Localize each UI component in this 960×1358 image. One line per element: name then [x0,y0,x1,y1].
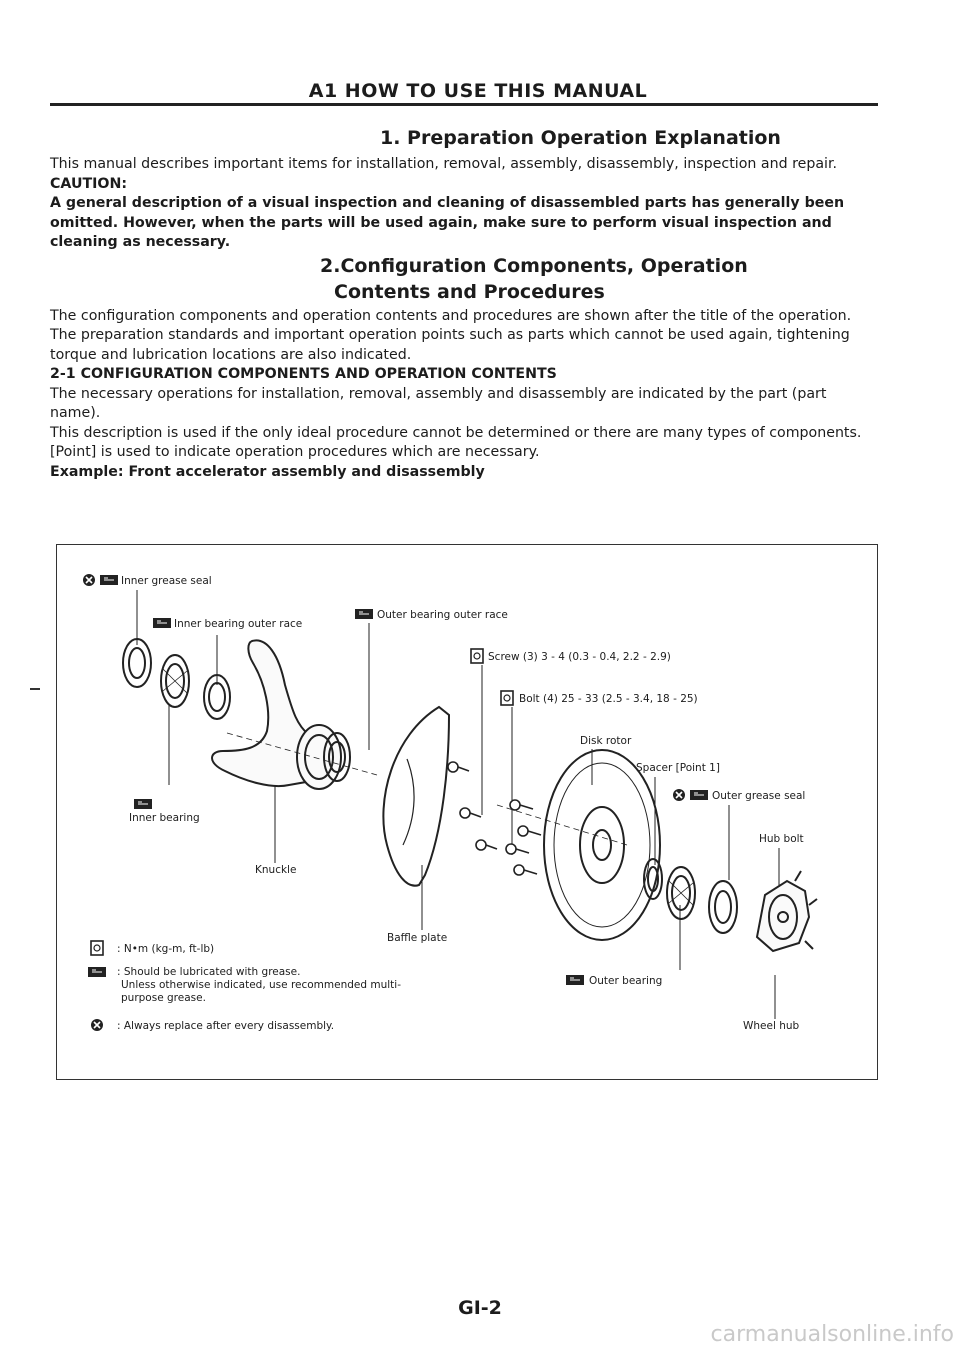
watermark-text: carmanualsonline.info [710,1322,954,1347]
label-baffle-plate: Baffle plate [387,932,448,944]
label-wheel-hub: Wheel hub [743,1020,800,1032]
grease-icon [134,799,152,809]
grease-icon [153,618,171,628]
label-outer-bearing: Outer bearing [589,975,663,987]
subsection-paragraph-3: [Point] is used to indicate operation procedures which are necessary. [50,444,540,460]
inner-grease-seal-part [123,639,151,687]
wheel-hub-part [757,871,817,951]
subsection-paragraph-1: The necessary operations for installation, removal, assembly and disassembly are indicated by the part (part name). [50,385,827,421]
caution-text: A general description of a visual inspection and cleaning of disassembled parts has generally been omitted. However, when the parts will be used again, make sure to perform visual inspection and cleaning as necessary. [50,195,845,250]
inner-bearing-part [161,655,189,707]
replace-icon [673,789,685,801]
margin-mark [30,688,40,690]
baffle-plate-part [383,707,449,886]
section1-body: This manual describes important items for installation, removal, assembly, disassembly, inspection and repair. [50,156,838,172]
exploded-view-figure [56,544,878,1080]
page-number: GI-2 [458,1297,502,1319]
section1-title: 1. Preparation Operation Explanation [380,127,781,149]
label-outer-bearing-outer-race: Outer bearing outer race [377,609,508,621]
grease-legend-icon [88,967,106,977]
page-header-title: A1 HOW TO USE THIS MANUAL [308,80,648,102]
header-rule [50,103,878,106]
label-inner-bearing-outer-race: Inner bearing outer race [174,618,303,630]
leader-lines [137,590,779,1019]
subsection-paragraph-2: This description is used if the only ideal procedure cannot be determined or there are many types of components. [50,424,862,441]
label-inner-grease-seal: Inner grease seal [121,575,212,587]
replace-legend-icon [91,1019,103,1031]
torque-legend-icon [91,941,103,955]
label-bolt: Bolt (4) 25 - 33 (2.5 - 3.4, 18 - 25) [519,693,698,705]
label-inner-bearing: Inner bearing [129,812,200,824]
torque-icon [501,691,513,705]
example-heading: Example: Front accelerator assembly and disassembly [50,463,485,480]
section2-title-line2: Contents and Procedures [334,280,605,303]
disk-rotor-part [544,750,660,940]
outer-bearing-part [667,867,695,919]
replace-icon [83,574,95,586]
grease-icon [690,790,708,800]
label-outer-grease-seal: Outer grease seal [712,790,806,802]
label-disk-rotor: Disk rotor [580,735,632,747]
label-spacer: Spacer [Point 1] [636,762,720,774]
knuckle-part [212,640,341,789]
screw-parts [448,762,497,850]
grease-icon [355,609,373,619]
legend-grease-1: : Should be lubricated with grease. [117,966,301,978]
legend-replace: : Always replace after every disassembly. [117,1020,335,1032]
outer-grease-seal-part [709,881,737,933]
legend-grease-2: Unless otherwise indicated, use recommended multi- [121,979,402,991]
label-knuckle: Knuckle [255,864,297,876]
label-screw: Screw (3) 3 - 4 (0.3 - 0.4, 2.2 - 2.9) [488,651,671,663]
caution-label: CAUTION: [50,175,128,192]
axle-diagram [57,545,877,1079]
page-content [50,125,878,482]
torque-icon [471,649,483,663]
label-hub-bolt: Hub bolt [759,833,804,845]
legend-grease-3: purpose grease. [121,992,206,1004]
section2-title-line1: 2.Configuration Components, Operation [320,254,748,277]
subsection-heading: 2-1 CONFIGURATION COMPONENTS AND OPERATION CONTENTS [50,366,557,382]
bolt-parts [506,800,541,875]
grease-icon [100,575,118,585]
section2-body: The configuration components and operation contents and procedures are shown after the title of the operation. The preparation standards and important operation points such as parts which cannot be used again, tightening torque and lubrication locations are also indicated. [50,307,852,363]
legend-torque: : N•m (kg-m, ft-lb) [117,943,215,955]
grease-icon [566,975,584,985]
